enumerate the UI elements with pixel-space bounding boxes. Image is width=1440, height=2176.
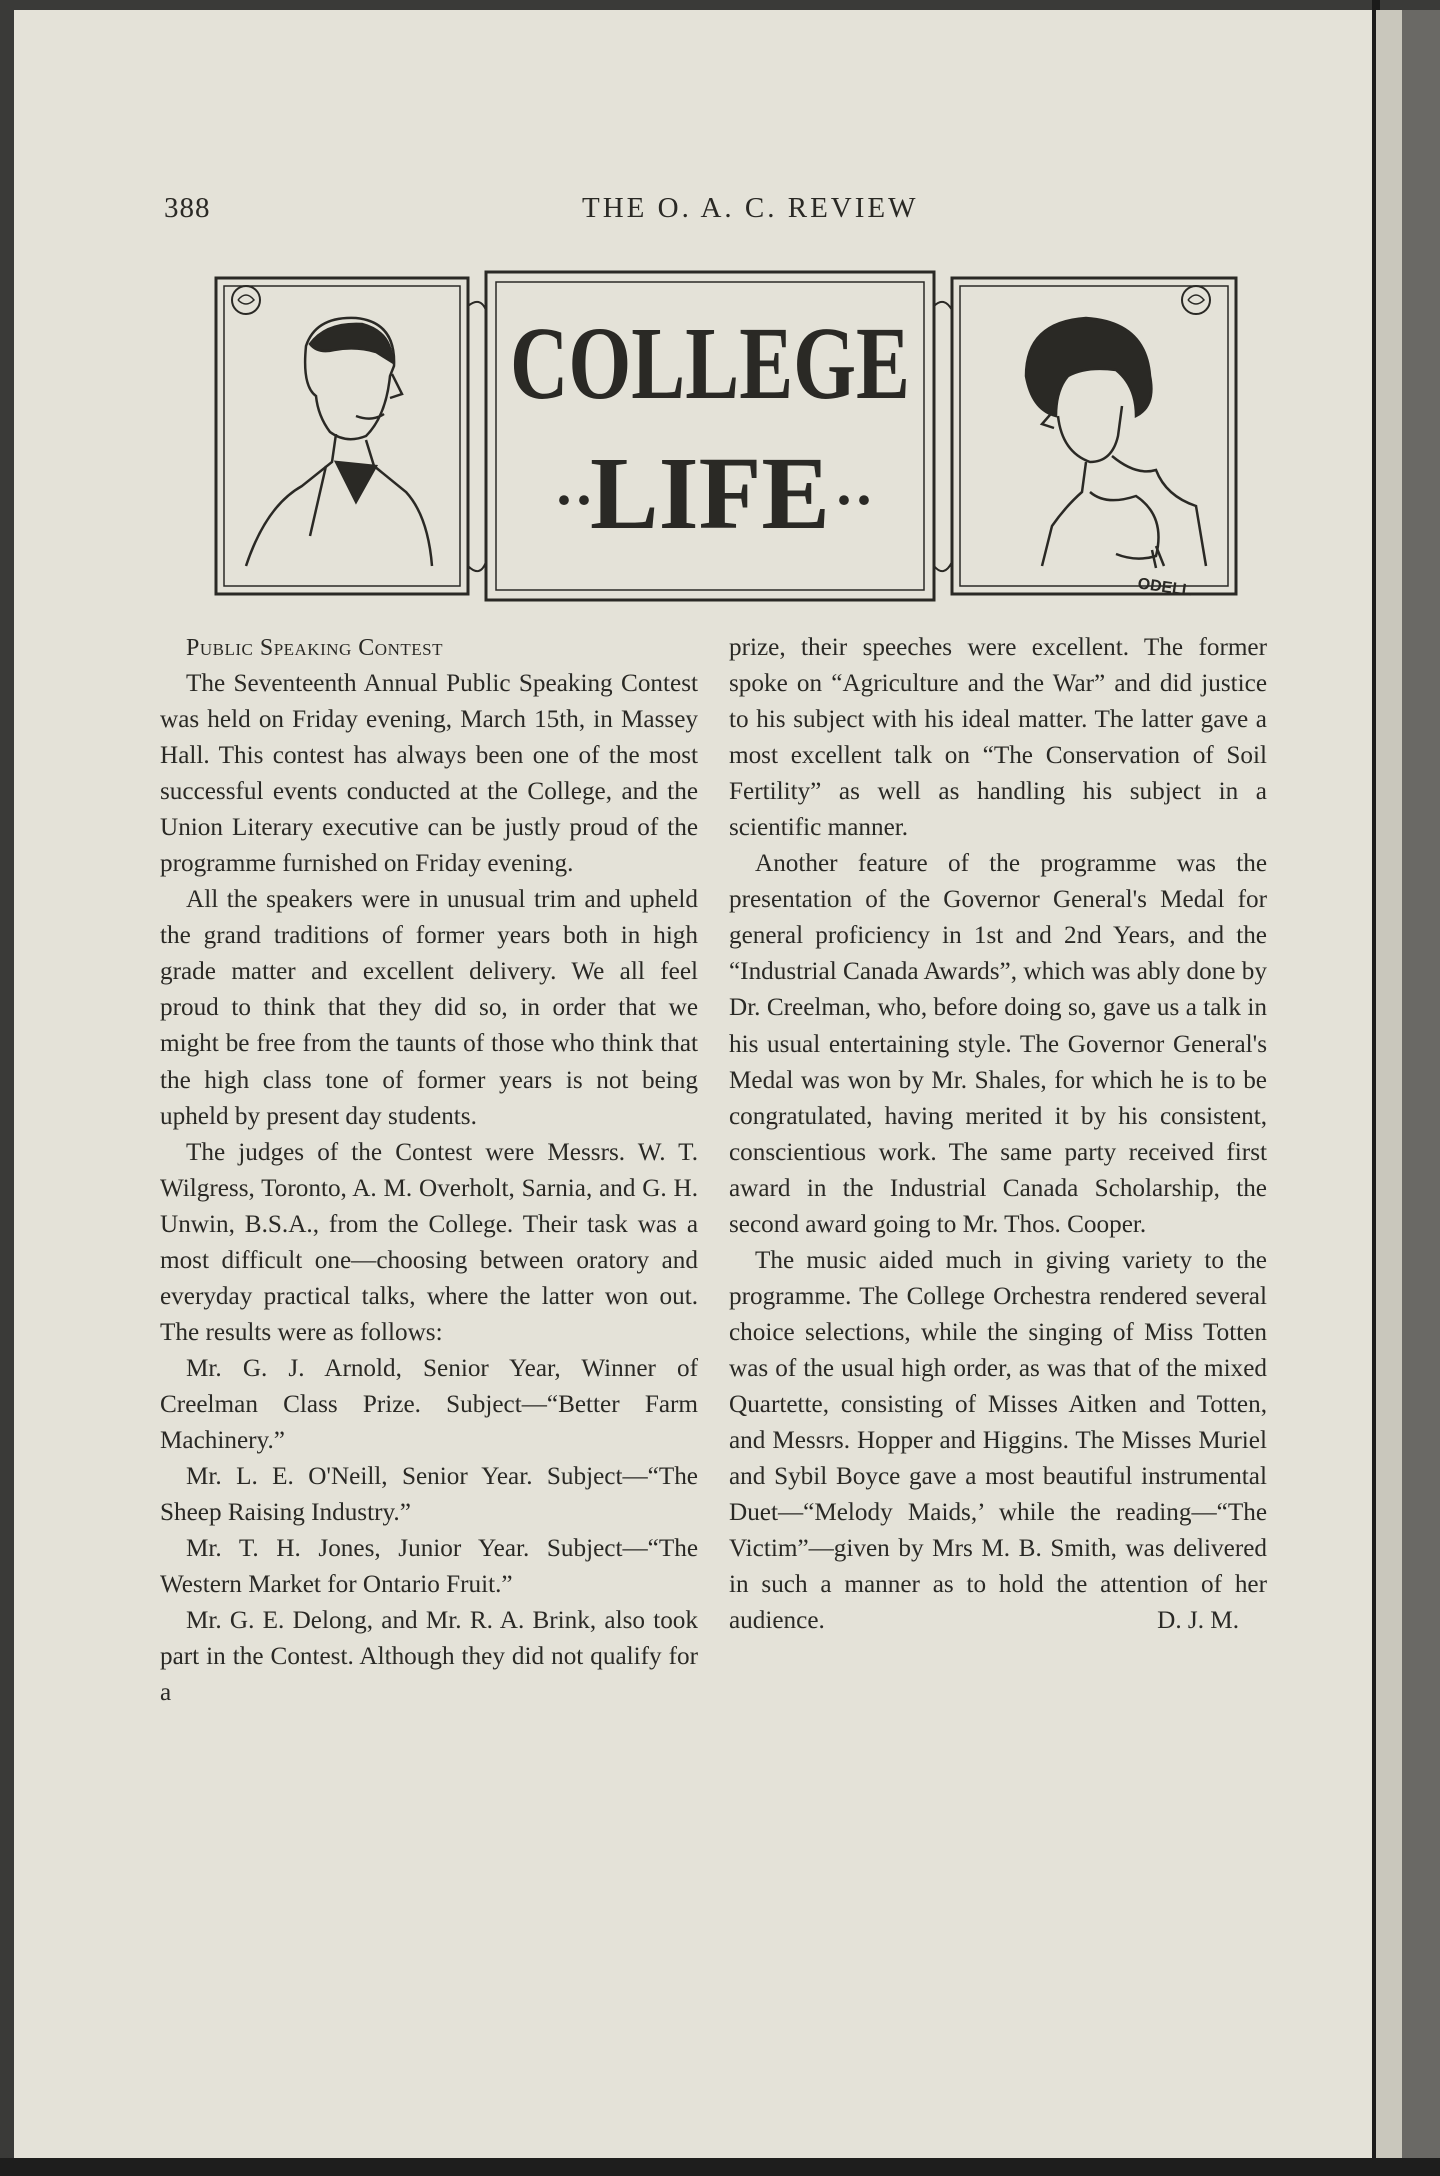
paragraph: The judges of the Contest were Messrs. W. T. Wilgress, Toronto, A. M. Overholt, Sarnia, and G. H. Unwin, B.S.A., from the College. Their task was a most difficult one—choosing between oratory and everyday practical talks, where the latter won out. The results were as follows: [160, 1138, 698, 1346]
man-portrait [246, 318, 432, 566]
artist-signature: ODELL [1136, 575, 1193, 600]
banner-title-college: COLLEGE [510, 306, 910, 421]
paragraph-text: The music aided much in giving variety to the programme. The College Orchestra rendered several choice selections, while the singing of Miss Totten was of the usual high order, as was that of the mixed Quartette, consisting of Misses Aitken and Totten, and Messrs. Hopper and Higgins. The Misses Muriel and Sybil Boyce gave a most beautiful instrumental Duet—“Melody Maids,’ while the reading—“The Victim”—given by Mrs M. B. Smith, was delivered in such a manner as to hold the attention of her audience. [729, 1246, 1267, 1635]
woman-portrait [1026, 318, 1206, 568]
paragraph: The Seventeenth Annual Public Speaking Contest was held on Friday evening, March 15th, in Massey Hall. This contest has always been one of the most successful events conducted at the College, and the Union Literary executive can be justly proud of the programme furnished on Friday evening. [160, 670, 698, 878]
next-page-edge [1376, 10, 1402, 2158]
paragraph [729, 1243, 1267, 1640]
article-left-column [160, 630, 698, 1711]
journal-title: THE O. A. C. REVIEW [582, 192, 919, 224]
college-life-banner [206, 266, 1256, 606]
author-signoff: D. J. M. [1157, 1607, 1239, 1635]
corner-rose-left [232, 286, 260, 314]
result-entry: Mr. G. J. Arnold, Senior Year, Winner of Creelman Class Prize. Subject—“Better Farm Machinery.” [160, 1354, 698, 1454]
page [14, 10, 1376, 2158]
corner-rose-right [1182, 286, 1210, 314]
scan-border-right [1402, 10, 1440, 2158]
paragraph: All the speakers were in unusual trim and upheld the grand traditions of former years both in high grade matter and excellent delivery. We all feel proud to think that they did so, in order that we might be free from the taunts of those who think that the high class tone of former years is not being upheld by present day students. [160, 886, 698, 1130]
result-entry: Mr. T. H. Jones, Junior Year. Subject—“The Western Market for Ontario Fruit.” [160, 1535, 698, 1599]
article-right-column [729, 630, 1267, 1639]
banner-title-dots-left: ·· [553, 467, 595, 533]
scan-border-bottom [0, 2158, 1440, 2176]
result-entry: Mr. L. E. O'Neill, Senior Year. Subject—“The Sheep Raising Industry.” [160, 1463, 698, 1527]
running-head [14, 192, 1376, 232]
page-number: 388 [164, 192, 211, 224]
paragraph: Another feature of the programme was the presentation of the Governor General's Medal for general proficiency in 1st and 2nd Years, and the “Industrial Canada Awards”, which was ably done by Dr. Creelman, who, before doing so, gave us a talk in his usual entertaining style. The Governor General's Medal was won by Mr. Shales, for which he is to be congratulated, having merited it by his consistent, conscientious work. The same party received first award in the Industrial Canada Scholarship, the second award going to Mr. Thos. Cooper. [729, 850, 1267, 1238]
paragraph: prize, their speeches were excellent. The former spoke on “Agriculture and the War” and did justice to his subject with his ideal matter. The latter gave a most excellent talk on “The Conservation of Soil Fertility” as well as handling his subject in a scientific manner. [729, 634, 1267, 842]
paragraph: Mr. G. E. Delong, and Mr. R. A. Brink, also took part in the Contest. Although they did not qualify for a [160, 1607, 698, 1707]
banner-title-life: LIFE [590, 436, 830, 551]
section-heading: Public Speaking Contest [186, 635, 443, 661]
banner-title-dots-right: ·· [833, 467, 875, 533]
